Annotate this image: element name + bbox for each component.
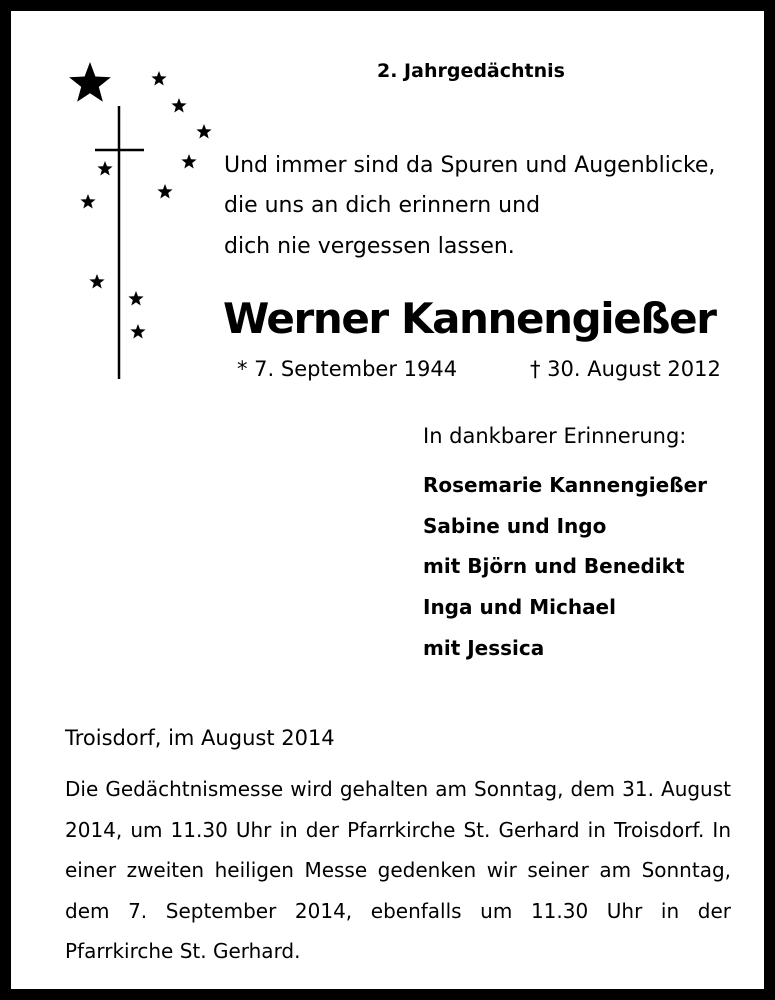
thanks-line: In dankbarer Erinnerung:	[423, 424, 687, 448]
mourner-2: Sabine und Ingo	[423, 514, 607, 538]
cross-icon	[95, 106, 144, 379]
mourner-1: Rosemarie Kannengießer	[423, 473, 708, 497]
deceased-name: Werner Kannengießer	[223, 294, 716, 343]
star-icon	[130, 324, 145, 339]
star-icon	[151, 71, 166, 86]
death-date: † 30. August 2012	[530, 357, 721, 381]
star-icon	[97, 161, 112, 176]
birth-date: * 7. September 1944	[237, 357, 458, 381]
verse-line-2: die uns an dich erinnern und	[224, 193, 541, 218]
star-icon	[196, 124, 211, 139]
place-and-date: Troisdorf, im August 2014	[65, 726, 335, 750]
star-icon	[181, 154, 196, 169]
star-icon	[69, 62, 111, 102]
anniversary-heading: 2. Jahrgedächtnis	[377, 60, 565, 82]
mourner-5: mit Jessica	[423, 636, 545, 660]
star-icon	[171, 98, 186, 113]
service-notice: Die Gedächtnismesse wird gehalten am Sonntag, dem 31. August 2014, um 11.30 Uhr in der Pfarrkirche St. Gerhard in Troisdorf. In einer zweiten heiligen Messe gedenken wir seiner am Sonntag, dem 7. September 2014, ebenfalls um 11.30 Uhr in der Pfarrkirche St. Gerhard.	[65, 777, 731, 963]
star-icon	[128, 291, 143, 306]
cross-and-stars-decoration	[11, 11, 231, 391]
mourner-4: Inga und Michael	[423, 595, 616, 619]
star-icon	[157, 184, 172, 199]
star-icon	[80, 194, 95, 209]
star-icon	[89, 274, 104, 289]
mourner-3: mit Björn und Benedikt	[423, 554, 685, 578]
verse-line-3: dich nie vergessen lassen.	[224, 234, 515, 259]
verse-line-1: Und immer sind da Spuren und Augenblicke,	[224, 153, 716, 178]
